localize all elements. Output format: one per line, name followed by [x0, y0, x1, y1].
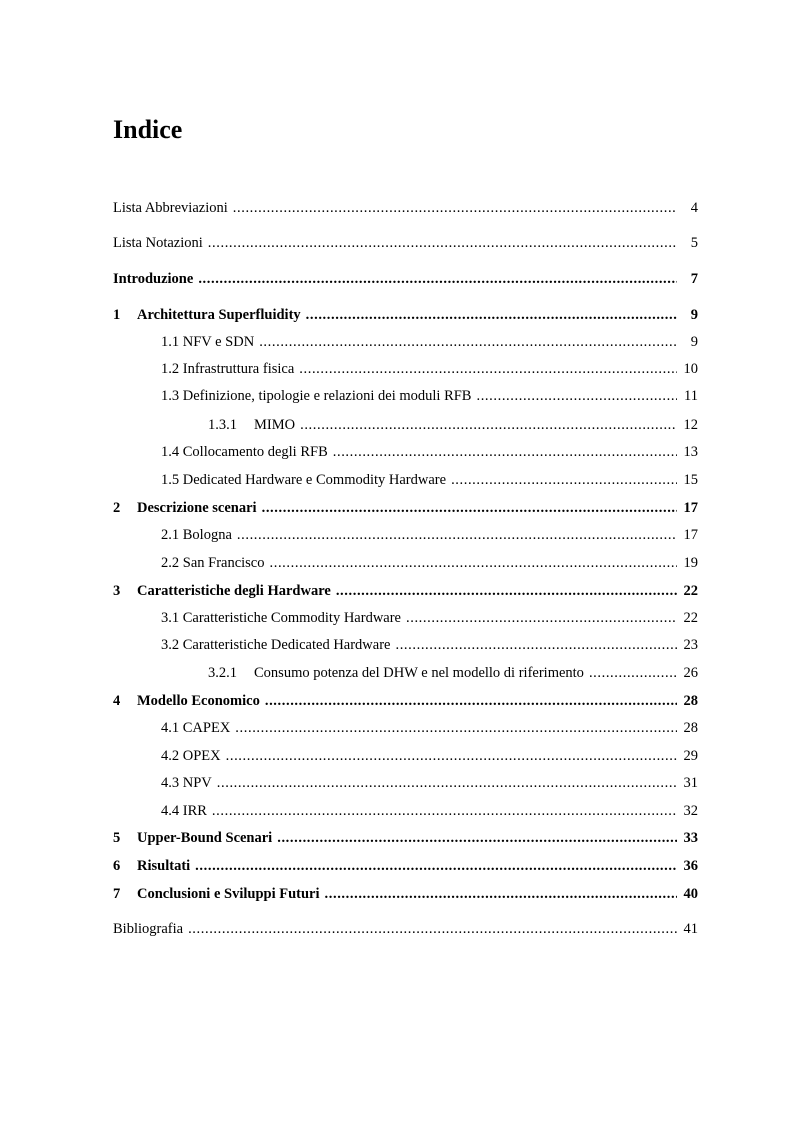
- toc-page-number: 23: [683, 637, 698, 653]
- toc-leader: [395, 636, 677, 654]
- toc-page-number: 17: [683, 527, 698, 543]
- toc-leader: [451, 471, 677, 489]
- toc-chapter-number: 5: [113, 830, 121, 846]
- toc-leader: [300, 416, 677, 434]
- toc-leader: [476, 387, 677, 405]
- toc-page-number: 40: [683, 886, 698, 902]
- toc-page-number: 29: [683, 748, 698, 764]
- toc-entry-subsection-3-2-1[interactable]: [208, 664, 698, 682]
- toc-leader: [226, 747, 677, 765]
- toc-label: 3.1 Caratteristiche Commodity Hardware: [161, 610, 401, 626]
- toc-label: Modello Economico: [137, 693, 260, 709]
- toc-entry-section-3-1[interactable]: [161, 609, 698, 627]
- toc-page-number: 22: [683, 610, 698, 626]
- toc-leader: [212, 802, 677, 820]
- toc-entry-chapter-5[interactable]: [113, 829, 698, 847]
- toc-page-number: 4: [690, 200, 698, 216]
- toc-label: 2.2 San Francisco: [161, 555, 265, 571]
- toc-subsection-number: 3.2.1: [208, 665, 237, 681]
- toc-entry-section-1-5[interactable]: [161, 471, 698, 489]
- toc-page-number: 28: [683, 720, 698, 736]
- toc-entry-chapter-7[interactable]: [113, 885, 698, 903]
- toc-label: 4.1 CAPEX: [161, 720, 231, 736]
- toc-entry-section-4-1[interactable]: [161, 719, 698, 737]
- toc-page-number: 41: [683, 921, 698, 937]
- toc-leader: [325, 885, 677, 903]
- toc-entry-section-1-4[interactable]: [161, 443, 698, 461]
- toc-page-number: 32: [683, 803, 698, 819]
- toc-leader: [589, 664, 677, 682]
- toc-label: 4.3 NPV: [161, 775, 212, 791]
- toc-label: 1.2 Infrastruttura fisica: [161, 361, 295, 377]
- toc-leader: [195, 857, 677, 875]
- toc-entry-section-1-1[interactable]: [161, 333, 698, 351]
- toc-subsection-number: 1.3.1: [208, 417, 237, 433]
- toc-leader: [217, 774, 677, 792]
- toc-label: Lista Abbreviazioni: [113, 200, 228, 216]
- toc-chapter-number: 7: [113, 886, 121, 902]
- page-title: Indice: [113, 115, 183, 144]
- toc-leader: [235, 719, 677, 737]
- toc-label: Risultati: [137, 858, 191, 874]
- toc-label: 3.2 Caratteristiche Dedicated Hardware: [161, 637, 391, 653]
- toc-entry-chapter-2[interactable]: [113, 499, 698, 517]
- toc-page-number: 28: [683, 693, 698, 709]
- toc-page-number: 33: [683, 830, 698, 846]
- toc-label: Upper-Bound Scenari: [137, 830, 273, 846]
- toc-entry-section-1-3[interactable]: [161, 387, 698, 405]
- toc-label: Bibliografia: [113, 921, 184, 937]
- toc-entry-lista-notazioni[interactable]: [113, 234, 698, 252]
- toc-chapter-number: 1: [113, 307, 121, 323]
- toc-leader: [265, 692, 677, 710]
- toc-leader: [333, 443, 677, 461]
- toc-chapter-number: 2: [113, 500, 121, 516]
- toc-entry-chapter-4[interactable]: [113, 692, 698, 710]
- toc-page-number: 36: [683, 858, 698, 874]
- toc-label: 1.5 Dedicated Hardware e Commodity Hardware: [161, 472, 447, 488]
- toc-leader: [299, 360, 677, 378]
- toc-label: Consumo potenza del DHW e nel modello di riferimento: [254, 665, 584, 681]
- toc-entry-chapter-3[interactable]: [113, 582, 698, 600]
- toc-entry-lista-abbreviazioni[interactable]: [113, 199, 698, 217]
- toc-label: Conclusioni e Sviluppi Futuri: [137, 886, 320, 902]
- toc-entry-section-4-3[interactable]: [161, 774, 698, 792]
- toc-entry-section-1-2[interactable]: [161, 360, 698, 378]
- toc-label: 4.2 OPEX: [161, 748, 221, 764]
- toc-label: Lista Notazioni: [113, 235, 203, 251]
- toc-page-number: 9: [690, 307, 698, 323]
- toc-page-number: 11: [684, 388, 698, 404]
- toc-label: Caratteristiche degli Hardware: [137, 583, 331, 599]
- toc-page-number: 22: [683, 583, 698, 599]
- toc-label: 1.3 Definizione, tipologie e relazioni dei moduli RFB: [161, 388, 472, 404]
- toc-page-number: 7: [690, 271, 698, 287]
- toc-page-number: 15: [683, 472, 698, 488]
- toc-page-number: 10: [683, 361, 698, 377]
- toc-entry-section-4-4[interactable]: [161, 802, 698, 820]
- toc-leader: [237, 526, 677, 544]
- toc-entry-section-3-2[interactable]: [161, 636, 698, 654]
- toc-entry-section-2-1[interactable]: [161, 526, 698, 544]
- toc-leader: [277, 829, 677, 847]
- toc-leader: [406, 609, 677, 627]
- toc-entry-subsection-1-3-1[interactable]: [208, 416, 698, 434]
- toc-chapter-number: 6: [113, 858, 121, 874]
- toc-entry-bibliografia[interactable]: [113, 920, 698, 938]
- toc-leader: [262, 499, 677, 517]
- toc-chapter-number: 4: [113, 693, 121, 709]
- toc-page-number: 5: [690, 235, 698, 251]
- toc-entry-chapter-1[interactable]: [113, 306, 698, 324]
- toc-label: 1.4 Collocamento degli RFB: [161, 444, 328, 460]
- toc-label: MIMO: [254, 417, 296, 433]
- toc-label: 1.1 NFV e SDN: [161, 334, 255, 350]
- toc-leader: [336, 582, 677, 600]
- toc-leader: [198, 270, 677, 288]
- toc-label: Descrizione scenari: [137, 500, 257, 516]
- toc-label: 4.4 IRR: [161, 803, 207, 819]
- toc-entry-section-2-2[interactable]: [161, 554, 698, 572]
- toc-leader: [306, 306, 677, 324]
- toc-entry-section-4-2[interactable]: [161, 747, 698, 765]
- toc-label: Introduzione: [113, 271, 194, 287]
- toc-leader: [233, 199, 677, 217]
- toc-page-number: 19: [683, 555, 698, 571]
- toc-entry-chapter-6[interactable]: [113, 857, 698, 875]
- toc-page-number: 9: [690, 334, 698, 350]
- toc-leader: [208, 234, 677, 252]
- toc-page-number: 13: [683, 444, 698, 460]
- toc-chapter-number: 3: [113, 583, 121, 599]
- toc-leader: [259, 333, 677, 351]
- toc-page-number: 26: [683, 665, 698, 681]
- toc-leader: [188, 920, 677, 938]
- toc-page-number: 31: [683, 775, 698, 791]
- toc-page-number: 12: [683, 417, 698, 433]
- toc-leader: [270, 554, 678, 572]
- toc-page-number: 17: [683, 500, 698, 516]
- toc-label: 2.1 Bologna: [161, 527, 232, 543]
- toc-entry-introduzione[interactable]: [113, 270, 698, 288]
- toc-label: Architettura Superfluidity: [137, 307, 301, 323]
